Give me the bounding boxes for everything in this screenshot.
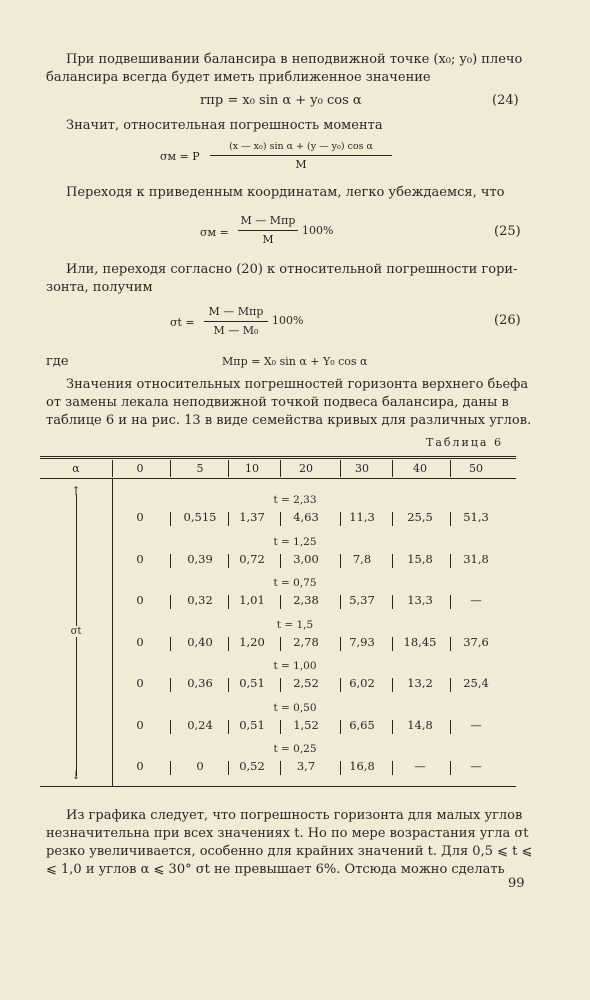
header-col-20: 20 [299, 462, 313, 475]
cell-separator [228, 761, 229, 775]
cell-separator [170, 637, 171, 651]
cell-separator [170, 554, 171, 568]
table-cell: 6,65 [349, 717, 375, 732]
cell-separator [450, 761, 451, 775]
table-cell: 1,01 [239, 593, 265, 607]
table-cell: 14,8 [407, 717, 433, 732]
column-divider [112, 478, 113, 786]
table-cell: 0,51 [239, 676, 265, 690]
text-line: зонта, получим [46, 280, 153, 295]
cell-separator [280, 720, 281, 734]
arrow-up-icon: ↑ [70, 484, 82, 498]
cell-separator [392, 554, 393, 568]
table-cell: 0 [136, 510, 144, 524]
equation-sigma-m-left: σм = P [160, 150, 200, 163]
cell-separator [450, 637, 451, 651]
cell-separator [450, 595, 451, 609]
header-separator [280, 460, 281, 477]
cell-separator [392, 761, 393, 775]
text-line: резко увеличивается, особенно для крайних значений t. Для 0,5 ⩽ t ⩽ [46, 844, 533, 859]
table-cell: 0,72 [239, 551, 265, 566]
cell-separator [340, 720, 341, 734]
table-cell: 51,3 [463, 510, 489, 524]
equation-number: (25) [494, 224, 521, 239]
cell-separator [450, 720, 451, 734]
cell-separator [392, 512, 393, 526]
table-cell: 4,63 [293, 510, 319, 524]
table-cell: 1,20 [239, 634, 265, 649]
cell-separator [170, 512, 171, 526]
where-label: где [46, 354, 69, 369]
header-separator [392, 460, 393, 477]
fraction-numerator: M — Mпр [208, 305, 264, 318]
equation-number: (26) [494, 313, 521, 328]
cell-separator [170, 720, 171, 734]
equation-24: rпр = x₀ sin α + y₀ cos α [200, 93, 362, 108]
table-cell: 0 [136, 593, 144, 607]
group-t-label: t = 0,25 [273, 743, 317, 755]
cell-separator [340, 554, 341, 568]
cell-separator [228, 637, 229, 651]
data-table [40, 456, 516, 792]
table-cell: 25,5 [407, 510, 433, 524]
table-cell: 2,52 [293, 676, 319, 690]
row-axis-label: σt [56, 626, 96, 637]
group-t-label: t = 1,00 [273, 660, 317, 672]
cell-separator [280, 761, 281, 775]
table-cell: 7,93 [349, 634, 375, 649]
group-t-label: t = 0,75 [273, 577, 317, 589]
text-line: ⩽ 1,0 и углов α ⩽ 30° σt не превышает 6%. Отсюда можно сделать [46, 862, 505, 877]
table-cell: — [470, 759, 482, 773]
text-line: Или, переходя согласно (20) к относительной погрешности гори- [66, 262, 518, 277]
table-cell: 0,36 [187, 676, 213, 690]
table-cell: 13,2 [407, 676, 433, 690]
table-cell: 37,6 [463, 634, 489, 649]
equation-number: (24) [492, 93, 519, 108]
header-col-40: 40 [413, 462, 427, 475]
cell-separator [280, 554, 281, 568]
cell-separator [340, 637, 341, 651]
cell-separator [340, 761, 341, 775]
cell-separator [340, 512, 341, 526]
where-equation: Mпр = X₀ sin α + Y₀ cos α [222, 355, 368, 368]
text-line: таблице 6 и на рис. 13 в виде семейства кривых для различных углов. [46, 413, 532, 428]
table-cell: 0,40 [187, 634, 213, 649]
table-cell: 2,78 [293, 634, 319, 649]
table-cell: 11,3 [349, 510, 375, 524]
header-separator [170, 460, 171, 477]
table-top-rule [40, 458, 516, 459]
cell-separator [280, 512, 281, 526]
table-cell: 0,52 [239, 759, 265, 773]
header-col-50: 50 [469, 462, 483, 475]
group-t-label: t = 0,50 [273, 701, 317, 714]
cell-separator [170, 678, 171, 692]
cell-separator [228, 595, 229, 609]
cell-separator [228, 512, 229, 526]
table-cell: 0 [136, 634, 144, 649]
table-cell: 0,515 [183, 510, 217, 524]
table-cell: 31,8 [463, 551, 489, 566]
table-cell: 25,4 [463, 676, 489, 690]
table-bottom-rule [40, 786, 516, 787]
table-cell: 6,02 [349, 676, 375, 690]
text-line: Из графика следует, что погрешность горизонта для малых углов [66, 808, 523, 823]
table-cell: — [414, 759, 426, 773]
table-cell: 7,8 [352, 551, 372, 566]
cell-separator [450, 512, 451, 526]
header-separator [228, 460, 229, 477]
cell-separator [450, 554, 451, 568]
table-cell: — [470, 593, 482, 607]
text-line: Значит, относительная погрешность момента [66, 118, 383, 133]
table-cell: 15,8 [407, 551, 433, 566]
cell-separator [228, 554, 229, 568]
cell-separator [280, 678, 281, 692]
cell-separator [450, 678, 451, 692]
header-separator [112, 460, 113, 477]
fraction-line [204, 321, 268, 322]
equation-25-right: 100% [302, 224, 334, 237]
equation-26-right: 100% [272, 314, 304, 327]
text-line: от замены лекала неподвижной точкой подвеса балансира, даны в [46, 395, 509, 410]
table-cell: 0,51 [239, 717, 265, 732]
text-line: При подвешивании балансира в неподвижной точке (x₀; y₀) плечо [66, 52, 523, 67]
table-cell: 5,37 [349, 593, 375, 607]
text-line: Переходя к приведенным координатам, легко убеждаемся, что [66, 185, 505, 200]
table-cell: 2,38 [293, 593, 319, 607]
fraction-line [238, 230, 298, 231]
table-cell: 16,8 [349, 759, 375, 773]
table-cell: 18,45 [403, 634, 437, 649]
table-cell: 0 [136, 759, 144, 773]
table-cell: 1,52 [293, 717, 319, 732]
group-t-label: t = 1,25 [273, 535, 317, 548]
table-cell: 0 [136, 676, 144, 690]
table-cell: 3,00 [293, 551, 319, 566]
fraction-numerator: (x — x₀) sin α + (y — y₀) cos α [229, 141, 373, 152]
cell-separator [170, 595, 171, 609]
arrow-down-icon: ↓ [70, 768, 82, 782]
table-cell: 0,24 [187, 717, 213, 732]
fraction-line [210, 155, 392, 156]
header-col-10: 10 [245, 462, 259, 475]
table-cell: — [470, 717, 482, 732]
text-line: незначительна при всех значениях t. Но по мере возрастания угла σt [46, 826, 529, 841]
cell-separator [228, 678, 229, 692]
cell-separator [392, 595, 393, 609]
cell-separator [392, 720, 393, 734]
cell-separator [340, 678, 341, 692]
header-col-30: 30 [355, 462, 369, 475]
group-t-label: t = 2,33 [273, 494, 317, 506]
header-separator [450, 460, 451, 477]
fraction-denominator: M [262, 233, 274, 246]
table-cell: 0 [136, 717, 144, 732]
text-line: Значения относительных погрешностей горизонта верхнего бьефа [66, 377, 529, 392]
group-t-label: t = 1,5 [276, 618, 314, 631]
equation-26-left: σt = [170, 316, 195, 329]
cell-separator [280, 595, 281, 609]
table-cell: 0,32 [187, 593, 213, 607]
header-col-0: 0 [136, 462, 144, 475]
cell-separator [392, 678, 393, 692]
table-cell: 0 [196, 759, 204, 773]
fraction-numerator: M — Mпр [240, 214, 296, 227]
table-cell: 3,7 [296, 759, 316, 773]
table-cell: 0 [136, 551, 144, 566]
header-separator [340, 460, 341, 477]
fraction-denominator: M [295, 158, 307, 171]
header-col-5: 5 [196, 462, 204, 475]
cell-separator [340, 595, 341, 609]
text-line: балансира всегда будет иметь приближенное значение [46, 70, 431, 85]
header-alpha: α [72, 462, 80, 475]
equation-25-left: σм = [200, 226, 229, 239]
table-cell: 1,37 [239, 510, 265, 524]
page-number: 99 [508, 876, 525, 891]
cell-separator [170, 761, 171, 775]
table-cell: 0,39 [187, 551, 213, 566]
table-caption: Таблица 6 [426, 436, 503, 449]
cell-separator [392, 637, 393, 651]
table-cell: 13,3 [407, 593, 433, 607]
table-top-rule [40, 456, 516, 457]
fraction-denominator: M — M₀ [213, 324, 259, 337]
cell-separator [228, 720, 229, 734]
cell-separator [280, 637, 281, 651]
